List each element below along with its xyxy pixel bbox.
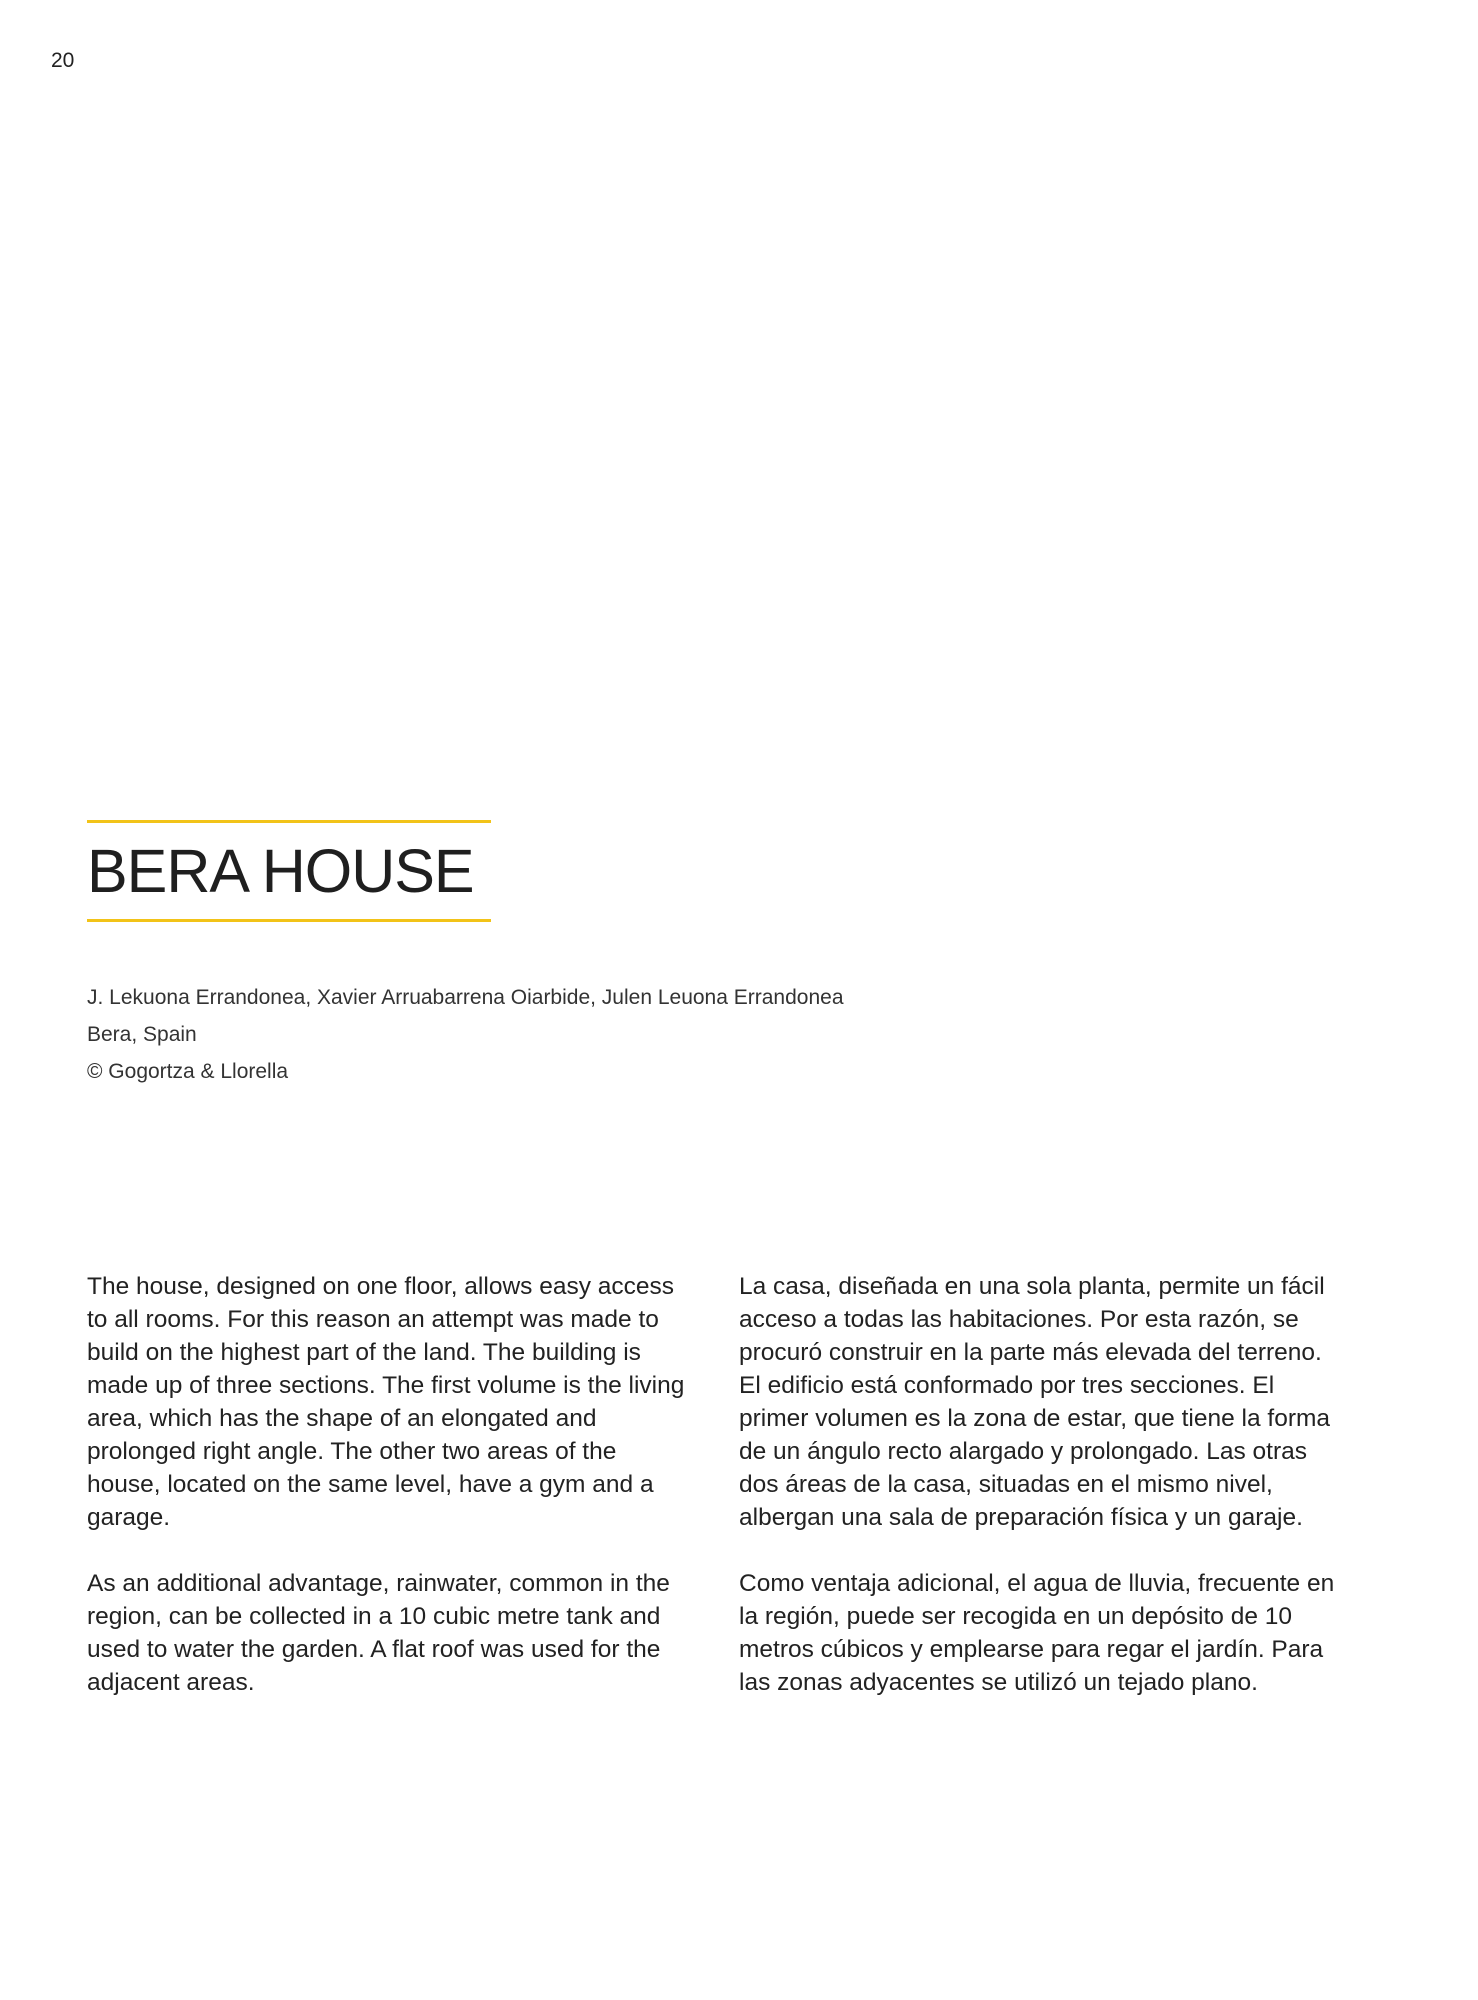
spanish-paragraph-2: Como ventaja adicional, el agua de lluvia, frecuente en la región, puede ser recogida en un depósito de 10 metros cúbicos y emplearse para regar el jardín. Para las zonas adyacentes se utilizó un tejado plano. <box>739 1570 1335 1696</box>
project-credits <box>87 979 844 1090</box>
photo-credit: © Gogortza & Llorella <box>87 1060 289 1083</box>
location-credit: Bera, Spain <box>87 1023 197 1046</box>
title-bottom-rule <box>87 919 491 922</box>
english-text-column <box>87 1270 687 1732</box>
english-paragraph-1: The house, designed on one floor, allows easy access to all rooms. For this reason an attempt was made to build on the highest part of the land. The building is made up of three sections. The first volume is the living area, which has the shape of an elongated and prolonged right angle. The other two areas of the house, located on the same level, have a gym and a garage. <box>87 1273 685 1531</box>
page-title: BERA HOUSE <box>87 837 474 905</box>
title-block <box>87 820 491 922</box>
english-paragraph-2: As an additional advantage, rainwater, common in the region, can be collected in a 10 cubic metre tank and used to water the garden. A flat roof was used for the adjacent areas. <box>87 1570 670 1696</box>
architects-credit: J. Lekuona Errandonea, Xavier Arruabarrena Oiarbide, Julen Leuona Errandonea <box>87 986 844 1009</box>
spanish-text-column <box>739 1270 1339 1732</box>
page-number: 20 <box>51 49 75 72</box>
title-top-rule <box>87 820 491 823</box>
spanish-paragraph-1: La casa, diseñada en una sola planta, permite un fácil acceso a todas las habitaciones. Por esta razón, se procuró construir en la parte más elevada del terreno. El edificio está conformado por tres secciones. El primer volumen es la zona de estar, que tiene la forma de un ángulo recto alargado y prolongado. Las otras dos áreas de la casa, situadas en el mismo nivel, albergan una sala de preparación física y un garaje. <box>739 1273 1331 1531</box>
